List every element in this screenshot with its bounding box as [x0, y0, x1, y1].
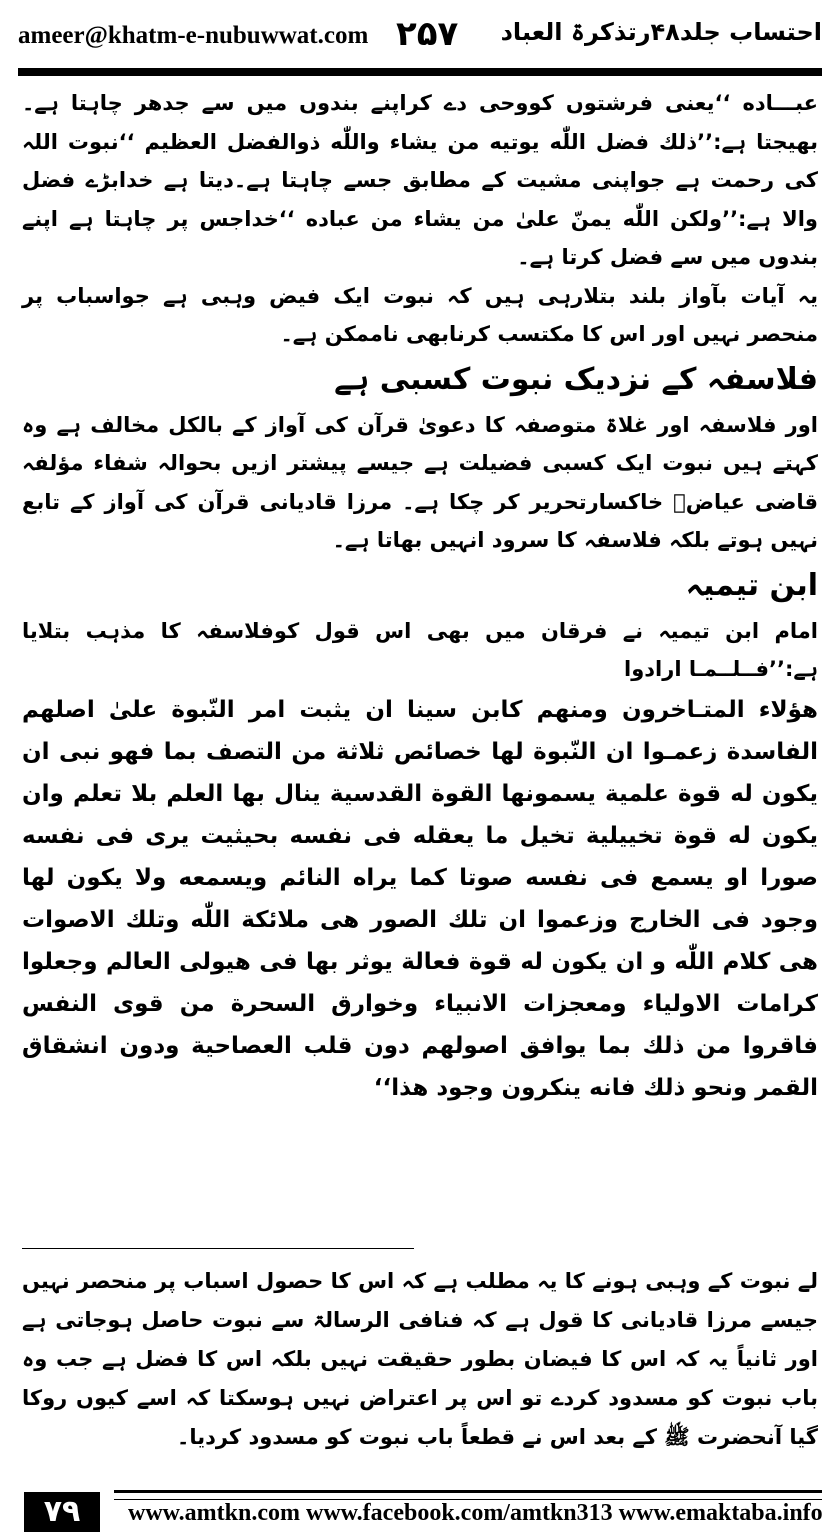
- header-page-number: ۲۵۷: [396, 14, 459, 54]
- footer-folio: ۷۹: [24, 1492, 100, 1532]
- paragraph: امام ابن تیمیہ نے فرقان میں بھی اس قول کوفلاسفہ کا مذہب بتلایا ہے:’’فــلــمـا ارادوا: [22, 618, 818, 681]
- section-heading: فلاسفہ کے نزدیک نبوت کسبی ہے: [334, 361, 818, 397]
- arabic-quote: هؤلاء المتـاخرون ومنهم كابن سینا ان یثبت امر النّبوة علیٰ اصلهم الفاسدة زعمـوا ان النّبوة لها خصائص ثلاثة من التصف بما فهو نبی ان یكون له قوة علمیة یسمونها القوة القدسیة ینال بها العلم بلا تعلم وان یكون له قوة تخییلیة تخیل ما یعقله فی نفسه بحیثیت یری فی نفسه صورا او یسمع فی نفسه صوتا كما یراه النائم ویسمعه ولا یكون لها وجود فی الخارج وزعموا ان تلك الصور هی ملائكة اللّٰه وتلك الاصوات هی كلام اللّٰه و ان یكون له قوة فعالة یوثر بها فی هیولی العالم وجعلوا كرامات الاولیاء ومعجزات الانبیاء وخوارق السحرة من قوی النفس فاقروا من ذلك بما یوافق اصولهم دون قلب العصاحیة ودون انشقاق القمر ونحو ذلك فانه ینكرون وجود هذا‘‘: [22, 696, 818, 1101]
- page-header: [18, 0, 822, 64]
- footnote: لے نبوت کے وہبی ہونے کا یہ مطلب ہے کہ اس کا حصول اسباب پر منحصر نہیں جیسے مرزا قادیانی کا قول ہے کہ فنافی الرسالۃ سے نبوت حاصل ہوجاتی ہے اور ثانیاً یہ کہ اس کا فیضان بطور حقیقت نہیں بلکہ اس کا فضل ہے جب وہ باب نبوت کو مسدود کردے تو اس پر اعتراض نہیں ہوسکتا کہ اسے کیوں روکا گیا آنحضرت ﷺ کے بعد اس نے قطعاً باب نبوت کو مسدود کردیا۔: [22, 1269, 818, 1449]
- header-running-title: احتساب جلد۴۸رتذکرۃ العباد: [500, 18, 822, 46]
- paragraph: یہ آیات بآواز بلند بتلارہی ہیں کہ نبوت ایک فیض وہبی ہے جواسباب پر منحصر نہیں اور اس کا مکتسب کرنابھی ناممکن ہے۔: [22, 283, 818, 346]
- header-rule: [18, 68, 822, 76]
- main-text: [22, 84, 818, 1109]
- section-heading: ابن تیمیہ: [685, 567, 818, 603]
- page-footer: [18, 1478, 822, 1540]
- header-email: ameer@khatm-e-nubuwwat.com: [18, 22, 369, 49]
- footer-urls: www.amtkn.com www.facebook.com/amtkn313 www.emaktaba.info: [128, 1500, 823, 1526]
- footer-rule: [114, 1490, 822, 1500]
- paragraph: اور فلاسفہ اور غلاۃ متوصفہ کا دعویٰ قرآن کی آواز کے بالکل مخالف ہے وہ کہتے ہیں نبوت ایک کسبی فضیلت ہے جیسے پیشتر ازیں بحوالہ شفاء مؤلفہ قاضی عیاضؒ خاکسارتحریر کر چکا ہے۔ مرزا قادیانی قرآن کی آواز کے تابع نہیں ہوتے بلکہ فلاسفہ کا سرود انہیں بھاتا ہے۔: [22, 412, 818, 552]
- footnote-rule: [22, 1248, 414, 1249]
- paragraph: عبـــاده ‘‘یعنی فرشتوں کووحی دے کراپنے بندوں میں سے جدھر چاہتا ہے۔بھیجتا ہے:’’ذلك فضل اللّٰه یوتیه من یشاء واللّٰه ذوالفضل العظیم ‘‘نبوت اللہ کی رحمت ہے جواپنی مشیت کے مطابق جسے چاہتا ہے۔دیتا ہے خدابڑے فضل والا ہے:’’ولكن اللّٰه یمنّ علیٰ من یشاء من عباده ‘‘خداجس پر چاہتا ہے اپنے بندوں میں سے فضل کرتا ہے۔: [22, 91, 818, 269]
